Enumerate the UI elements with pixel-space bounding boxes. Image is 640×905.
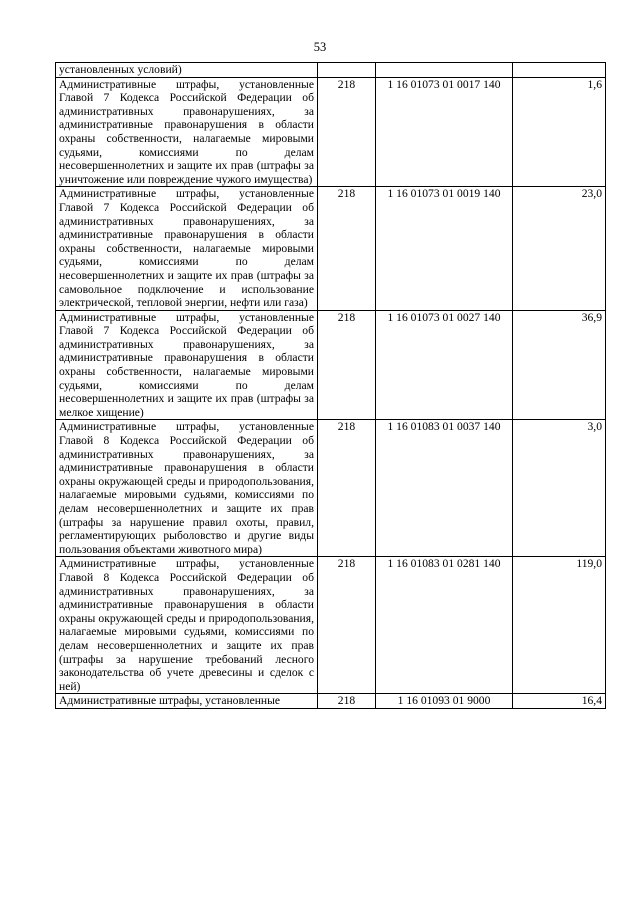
table-row xyxy=(56,63,606,78)
budget-classification-code-cell: 1 16 01093 01 9000 xyxy=(376,694,513,709)
page-number: 53 xyxy=(313,40,327,54)
revenue-table xyxy=(55,62,606,709)
amount-cell: 16,4 xyxy=(513,694,606,709)
administrator-code-cell: 218 xyxy=(318,77,376,187)
budget-classification-code-cell: 1 16 01083 01 0281 140 xyxy=(376,557,513,694)
revenue-name-cell: Административные штрафы, установленные xyxy=(56,694,318,709)
amount-cell: 23,0 xyxy=(513,187,606,310)
revenue-name-cell: Административные штрафы, установленные Главой 7 Кодекса Российской Федерации об административных правонарушениях, за административные правонарушения в области охраны собственности, налагаемые мировыми судьями, комиссиями по делам несовершеннолетних и защите их прав (штрафы за самовольное подключение и использование электрической, тепловой энергии, нефти или газа) xyxy=(56,187,318,310)
table-row xyxy=(56,557,606,694)
table-row xyxy=(56,694,606,709)
revenue-name-cell: Административные штрафы, установленные Главой 7 Кодекса Российской Федерации об административных правонарушениях, за административные правонарушения в области охраны собственности, налагаемые мировыми судьями, комиссиями по делам несовершеннолетних и защите их прав (штрафы за мелкое хищение) xyxy=(56,310,318,420)
budget-classification-code-cell: 1 16 01073 01 0027 140 xyxy=(376,310,513,420)
budget-classification-code-cell: 1 16 01083 01 0037 140 xyxy=(376,420,513,557)
administrator-code-cell: 218 xyxy=(318,557,376,694)
budget-classification-code-cell: 1 16 01073 01 0019 140 xyxy=(376,187,513,310)
amount-cell: 36,9 xyxy=(513,310,606,420)
administrator-code-cell: 218 xyxy=(318,420,376,557)
administrator-code-cell xyxy=(318,63,376,78)
budget-classification-code-cell xyxy=(376,63,513,78)
administrator-code-cell: 218 xyxy=(318,310,376,420)
administrator-code-cell: 218 xyxy=(318,694,376,709)
table-row xyxy=(56,77,606,187)
budget-classification-code-cell: 1 16 01073 01 0017 140 xyxy=(376,77,513,187)
administrator-code-cell: 218 xyxy=(318,187,376,310)
amount-cell xyxy=(513,63,606,78)
revenue-name-cell: установленных условий) xyxy=(56,63,318,78)
table-row xyxy=(56,310,606,420)
amount-cell: 1,6 xyxy=(513,77,606,187)
revenue-name-cell: Административные штрафы, установленные Главой 8 Кодекса Российской Федерации об административных правонарушениях, за административные правонарушения в области охраны окружающей среды и природопользования, налагаемые мировыми судьями, комиссиями по делам несовершеннолетних и защите их прав (штрафы за нарушение правил охоты, правил, регламентирующих рыболовство и другие виды пользования объектами животного мира) xyxy=(56,420,318,557)
amount-cell: 119,0 xyxy=(513,557,606,694)
revenue-name-cell: Административные штрафы, установленные Главой 7 Кодекса Российской Федерации об административных правонарушениях, за административные правонарушения в области охраны собственности, налагаемые мировыми судьями, комиссиями по делам несовершеннолетних и защите их прав (штрафы за уничтожение или повреждение чужого имущества) xyxy=(56,77,318,187)
table-row xyxy=(56,187,606,310)
amount-cell: 3,0 xyxy=(513,420,606,557)
table-row xyxy=(56,420,606,557)
revenue-name-cell: Административные штрафы, установленные Главой 8 Кодекса Российской Федерации об административных правонарушениях, за административные правонарушения в области охраны окружающей среды и природопользования, налагаемые мировыми судьями, комиссиями по делам несовершеннолетних и защите их прав (штрафы за нарушение требований лесного законодательства об учете древесины и сделок с ней) xyxy=(56,557,318,694)
